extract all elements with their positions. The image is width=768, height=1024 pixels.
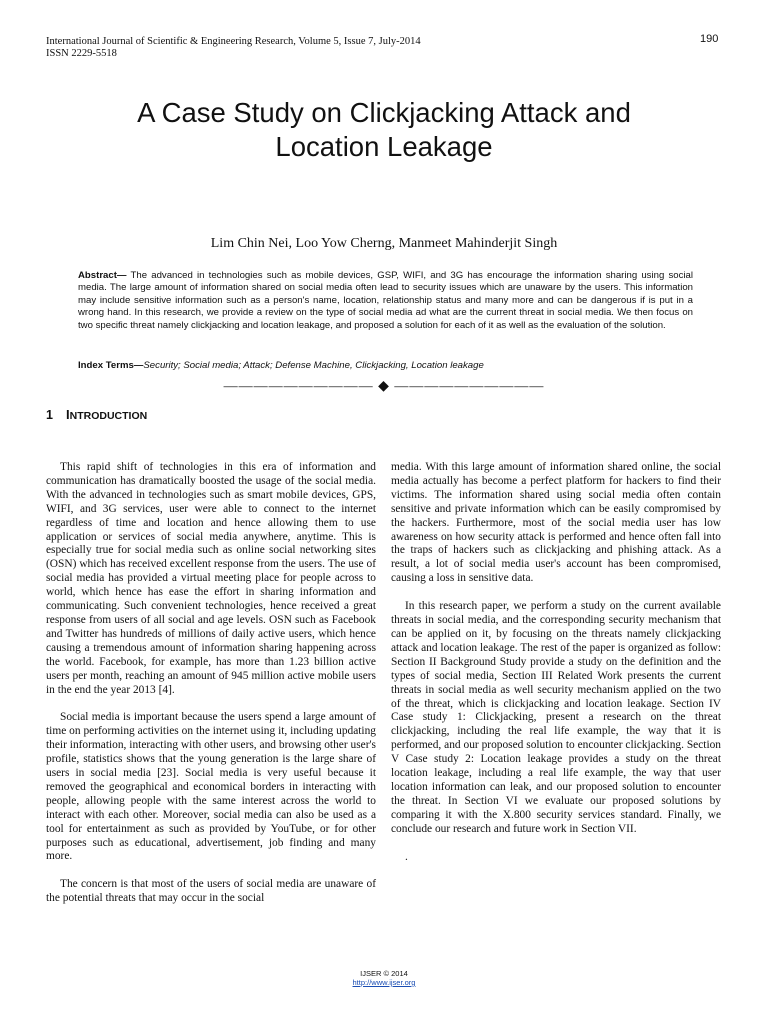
paragraph: In this research paper, we perform a study on the current available threats in social media, and the corresponding security mechanism that can be applied on it, by focusing on the threats namely clickjacking attack and location leakage. The rest of the paper is organized as follow: Section II Background Study provide a study on the definition and the types of social media, Section III Related Work presents the current threats in social media as well security mechanism applied on the two of the threat, which is clickjacking and location leakage. Section IV Case study 1: Clickjacking, present a research on the threat clickjacking, including the real life example, the way that it is performed, and our proposed solution to encounter clickjacking. Section V Case study 2: Location leakage provides a study on the threat location leakage, including a real life example, the way that user location information can leak, and our proposed solution to encounter the threat. In Section VI we evaluate our proposed solutions by comparing it with the X.800 security services standard. Finally, we conclude our research and future work in Section VII.	[391, 600, 721, 835]
journal-line: International Journal of Scientific & Engineering Research, Volume 5, Issue 7, July-2014	[46, 36, 421, 47]
journal-header	[46, 36, 421, 60]
page-number: 190	[700, 33, 719, 45]
paper-title	[60, 96, 708, 164]
abstract-label: Abstract—	[78, 270, 127, 281]
footer-copyright: IJSER © 2014	[360, 969, 408, 978]
index-terms-label: Index Terms—	[78, 360, 144, 371]
section-number: 1	[46, 408, 53, 422]
section-divider: —————————— ◆ ——————————	[223, 379, 545, 394]
index-terms-text: Security; Social media; Attack; Defense Machine, Clickjacking, Location leakage	[143, 360, 484, 371]
abstract-text: The advanced in technologies such as mobile devices, GSP, WIFI, and 3G has encourage the information sharing using social media. The large amount of information shared on social media often lead to security issues which are unaware by the users. This information may include sensitive information such as a person's name, location, relationship status and many more and can be dangerous if is put in a wrong hand. In this research, we provide a review on the type of social media ad what are the current threat in social media. We then focus on two specific threat namely clickjacking and location leakage, and proposed a solution for each of it as well as the evaluation of the solution.	[78, 270, 693, 331]
title-line-1: A Case Study on Clickjacking Attack and	[137, 97, 631, 128]
authors: Lim Chin Nei, Loo Yow Cherng, Manmeet Mahinderjit Singh	[210, 236, 558, 251]
issn: ISSN 2229-5518	[46, 48, 117, 59]
paragraph: .	[405, 850, 408, 863]
page-footer	[0, 969, 768, 987]
left-column	[46, 461, 376, 920]
section-heading-introduction	[46, 407, 147, 422]
section-title-initial: I	[66, 407, 70, 422]
right-column	[391, 461, 721, 878]
index-terms	[78, 360, 693, 372]
paragraph: The concern is that most of the users of social media are unaware of the potential threats that may occur in the social	[46, 878, 376, 905]
abstract	[78, 270, 693, 332]
footer-url-link[interactable]: http://www.ijser.org	[352, 978, 416, 987]
title-line-2: Location Leakage	[275, 131, 493, 162]
paragraph: This rapid shift of technologies in this era of information and communication has dramatically boosted the usage of the social media. With the advanced in technologies such as smart mobile devices, GPS, WIFI, and 3G services, user were able to connect to the internet regardless of time and location and hence allowing them to use application or services of social media anywhere, anytime. This is especially true for social media such as online social networking sites (OSN) which has received excellent response from the users. The use of social media has provided a virtual meeting place for people across to world, which hence has ease the effort in sharing information and communicating. Such convenient technologies, hence received a great response from users of all social and age levels. OSN such as Facebook and Twitter has hundreds of millions of daily active users, which hence causing a tremendous amount of information sharing happening across the world. Facebook, for example, has more than 1.23 billion active users per month, reaching an amount of 945 million active mobile users in the end the year 2013 [4].	[46, 461, 376, 696]
paragraph: Social media is important because the users spend a large amount of time on performing activities on the internet using it, including updating their information, interacting with other users, and browsing other user's profile, statistics shows that the young generation is the large share of users in social media [23]. Social media is very useful because it removed the geographical and economical borders in interacting with people, allowing people with the same interest across the world to interact with each other. Moreover, social media can also be used as a tool for entertainment as such as provided by YouTube, or for other purposes such as educational, advertisement, job finding and many more.	[46, 711, 376, 863]
paragraph: media. With this large amount of information shared online, the social media actually has become a perfect platform for hackers to find their victims. The information shared using social media often contain sensitive and private information which can be easily compromised by the hackers. Furthermore, most of the social media user has low awareness on how security attack is performed and hence often fall into the traps of hackers such as clickjacking and phishing attack. As a result, a lot of social media user's account has been compromised, causing a loss in sensitive data.	[391, 461, 721, 585]
section-title-rest: NTRODUCTION	[69, 410, 148, 422]
